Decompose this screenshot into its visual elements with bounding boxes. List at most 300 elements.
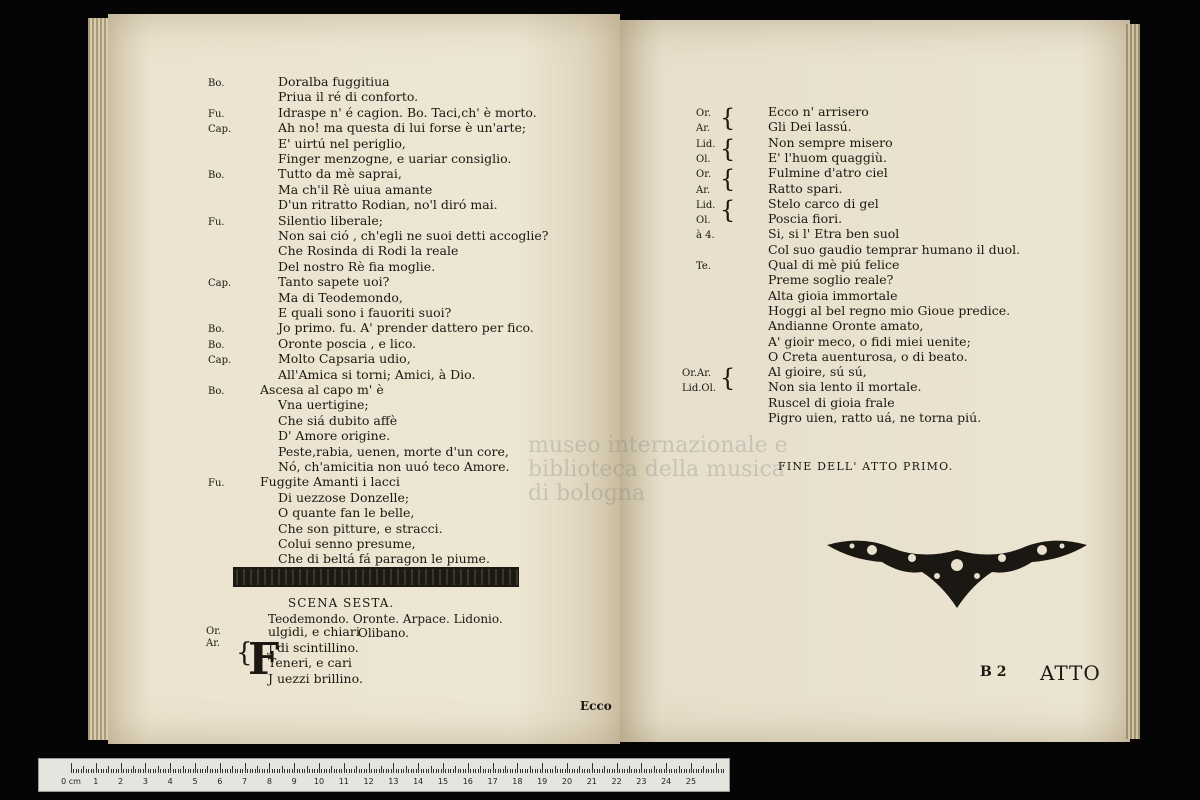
speaker-label: Or.	[206, 626, 222, 637]
ruler-tick	[344, 763, 345, 773]
ruler-tick	[205, 769, 206, 773]
ruler-tick	[515, 769, 516, 773]
ruler-tick	[503, 769, 504, 773]
ruler-number: 14	[413, 777, 424, 786]
verse-line: Che siá dubito affè	[278, 412, 398, 428]
ruler-tick	[463, 769, 464, 773]
verse-line: Alta gioia immortale	[768, 287, 898, 303]
ruler-tick	[193, 769, 194, 773]
speaker-label: Ar.	[696, 123, 711, 135]
ruler-tick	[693, 769, 694, 773]
ruler-tick	[148, 769, 149, 773]
song-brace: {	[236, 638, 253, 668]
ruler-tick	[569, 769, 570, 773]
verse-line: Andianne Oronte amato,	[768, 318, 924, 334]
ruler-tick	[264, 769, 265, 773]
ruler-tick	[269, 763, 270, 773]
ruler-tick	[686, 769, 687, 773]
ruler-tick	[478, 769, 479, 773]
signature-mark: B 2	[980, 664, 1007, 680]
ruler-tick	[106, 769, 107, 773]
ruler-tick	[292, 769, 293, 773]
ruler-tick	[689, 769, 690, 773]
ruler-tick	[510, 769, 511, 773]
ruler-tick	[421, 769, 422, 773]
ruler-tick	[262, 769, 263, 773]
ruler-tick	[133, 766, 134, 773]
ruler-tick	[413, 769, 414, 773]
ruler-tick	[274, 769, 275, 773]
ruler-tick	[101, 769, 102, 773]
ruler-tick	[443, 763, 444, 773]
ruler-tick	[346, 769, 347, 773]
ruler-tick	[512, 769, 513, 773]
ruler-tick	[582, 769, 583, 773]
ruler-tick	[555, 766, 556, 773]
ruler-tick	[126, 769, 127, 773]
speaker-label: Ol.	[696, 215, 711, 227]
ruler-tick	[200, 769, 201, 773]
ruler-tick	[227, 769, 228, 773]
verse-line: E' l'huom quaggiù.	[768, 149, 887, 165]
ruler-tick	[423, 769, 424, 773]
ruler-tick	[624, 769, 625, 773]
verse-line: D' Amore origine.	[278, 428, 391, 444]
ruler-tick	[473, 769, 474, 773]
ruler-tick	[354, 769, 355, 773]
ruler-tick	[480, 766, 481, 773]
ruler-tick	[535, 769, 536, 773]
verse-line: Col suo gaudio temprar humano il duol.	[768, 241, 1021, 257]
ruler-number: 20	[561, 777, 573, 786]
ruler-tick	[150, 769, 151, 773]
verse-line: E quali sono i fauoriti suoi?	[278, 305, 452, 320]
ruler-tick	[393, 763, 394, 773]
ruler-tick	[232, 766, 233, 773]
ruler-tick	[629, 766, 630, 773]
ruler-tick	[671, 769, 672, 773]
ruler-tick	[178, 769, 179, 773]
ruler-tick	[550, 769, 551, 773]
ruler-tick	[304, 769, 305, 773]
ruler-tick	[525, 769, 526, 773]
right-page	[620, 20, 1130, 742]
ruler-tick	[577, 769, 578, 773]
ruler-tick	[493, 763, 494, 773]
ruler-tick	[135, 769, 136, 773]
watermark-line: museo internazionale e	[528, 433, 788, 458]
verse-line: Non sai ció , ch'egli ne suoi detti accoglie?	[278, 228, 549, 243]
verse-line: ulgidi, e chiari	[268, 624, 360, 639]
ruler-number: 1	[93, 777, 99, 786]
verse-line: Che son pitture, e stracci.	[278, 520, 443, 536]
ruler-tick	[495, 769, 496, 773]
ruler-tick	[123, 769, 124, 773]
ruler-number: 13	[388, 777, 399, 786]
speaker-label: Lid.	[696, 199, 716, 211]
ruler-tick	[448, 769, 449, 773]
ruler-number: 3	[142, 777, 148, 786]
ornament-icon	[822, 530, 1092, 620]
ruler-tick	[188, 769, 189, 773]
ruler-number: 21	[586, 777, 597, 786]
ruler-tick	[388, 769, 389, 773]
speaker-brace: {	[720, 364, 736, 393]
ruler-tick	[426, 769, 427, 773]
speaker-label: Bo.	[208, 324, 225, 336]
verse-line: Pigro uien, ratto uá, ne torna piú.	[768, 410, 982, 425]
ruler-tick	[540, 769, 541, 773]
right-page-edges	[1126, 24, 1140, 739]
ruler-tick	[386, 769, 387, 773]
ruler-tick	[416, 769, 417, 773]
ruler-tick	[562, 769, 563, 773]
verse-line: Ecco n' arrisero	[768, 104, 869, 119]
ruler-tick	[597, 769, 598, 773]
ruler-tick	[609, 769, 610, 773]
ruler-tick	[309, 769, 310, 773]
ruler-tick	[445, 769, 446, 773]
ruler-tick	[180, 769, 181, 773]
ruler-number: 5	[192, 777, 198, 786]
speaker-label: Fu.	[208, 478, 225, 490]
speaker-label: Ar.	[696, 184, 711, 196]
ruler-tick	[312, 769, 313, 773]
speaker-brace: {	[720, 134, 736, 163]
ruler-tick	[245, 763, 246, 773]
ruler-tick	[202, 769, 203, 773]
ruler-tick	[644, 769, 645, 773]
ruler-number: 17	[487, 777, 498, 786]
ruler-tick	[143, 769, 144, 773]
ruler-tick	[78, 769, 79, 773]
ruler-tick	[398, 769, 399, 773]
ruler-tick	[520, 769, 521, 773]
ruler-tick	[450, 769, 451, 773]
ruler-tick	[336, 769, 337, 773]
ruler-tick	[121, 763, 122, 773]
verse-line: E' uirtú nel periglio,	[278, 135, 406, 151]
ruler-tick	[279, 769, 280, 773]
right-catchword: ATTO	[1040, 661, 1101, 685]
verse-line: Ma di Teodemondo,	[278, 289, 403, 305]
ruler-tick	[646, 769, 647, 773]
ruler-tick	[272, 769, 273, 773]
ruler-tick	[259, 769, 260, 773]
ruler-tick	[545, 769, 546, 773]
ruler-tick	[488, 769, 489, 773]
ruler-tick	[160, 769, 161, 773]
verse-line: Priua il ré di conforto.	[278, 89, 419, 105]
ruler-tick	[376, 769, 377, 773]
ruler-tick	[587, 769, 588, 773]
ruler-tick	[252, 769, 253, 773]
ruler-tick	[86, 769, 87, 773]
verse-line: A' gioir meco, o fidi miei uenite;	[768, 333, 971, 349]
ruler-tick	[155, 769, 156, 773]
verse-line: Vna uertigine;	[278, 397, 369, 413]
speaker-label: à 4.	[696, 230, 715, 242]
ruler-tick	[111, 769, 112, 773]
ruler-tick	[428, 769, 429, 773]
ruler-tick	[470, 769, 471, 773]
ruler-tick	[71, 763, 72, 773]
ruler-tick	[565, 769, 566, 773]
ruler-tick	[396, 769, 397, 773]
verse-line: Finger menzogne, e uariar consiglio.	[278, 151, 512, 166]
verse-line: Poscia fiori.	[768, 211, 843, 227]
verse-line: Di uezzose Donzelle;	[278, 489, 410, 505]
ruler-tick	[619, 769, 620, 773]
verse-line: Ruscel di gioia frale	[768, 394, 895, 410]
speaker-brace: {	[720, 165, 736, 194]
ruler-tick	[485, 769, 486, 773]
ruler-tick	[530, 766, 531, 773]
ruler-tick	[706, 769, 707, 773]
ruler-tick	[574, 769, 575, 773]
open-book	[88, 14, 1130, 744]
ruler-unit: 0 cm	[61, 777, 81, 786]
verse-line: Fulmine d'atro ciel	[768, 165, 888, 181]
verse-line: Tutto da mè saprai,	[278, 166, 402, 182]
ruler-tick	[567, 763, 568, 773]
ruler-tick	[81, 769, 82, 773]
ruler-tick	[527, 769, 528, 773]
ruler-tick	[517, 763, 518, 773]
ruler-number: 25	[685, 777, 697, 786]
verse-line: O Creta auenturosa, o di beato.	[768, 348, 968, 364]
ruler-tick	[289, 769, 290, 773]
ruler-tick	[391, 769, 392, 773]
ruler-tick	[468, 763, 469, 773]
ruler-tick	[557, 769, 558, 773]
ruler-tick	[317, 769, 318, 773]
ruler-tick	[639, 769, 640, 773]
ruler-tick	[170, 763, 171, 773]
ruler-tick	[607, 769, 608, 773]
ruler-tick	[532, 769, 533, 773]
verse-line: Molto Capsaria udio,	[278, 351, 411, 367]
ruler-tick	[592, 763, 593, 773]
speaker-label: Lid.Ol.	[682, 383, 716, 395]
verse-line: Idraspe n' é cagion. Bo. Taci,ch' è morto.	[278, 104, 537, 120]
ruler-tick	[185, 769, 186, 773]
ruler-tick	[698, 769, 699, 773]
ruler-tick	[321, 769, 322, 773]
speaker-label: Ar.	[206, 638, 221, 649]
ruler-tick	[217, 769, 218, 773]
ruler-tick	[631, 769, 632, 773]
ruler-tick	[108, 766, 109, 773]
ruler-tick	[654, 766, 655, 773]
ruler-tick	[379, 769, 380, 773]
ruler-tick	[128, 769, 129, 773]
ruler-tick	[589, 769, 590, 773]
ruler-tick	[708, 769, 709, 773]
ruler-tick	[83, 766, 84, 773]
verse-line: Ascesa al capo m' è	[260, 382, 384, 397]
ruler-tick	[267, 769, 268, 773]
ruler-tick	[96, 763, 97, 773]
verse-line: Tanto sapete uoi?	[278, 274, 390, 290]
speaker-label: Cap.	[208, 278, 232, 290]
ruler-number: 7	[242, 777, 248, 786]
speaker-label: Or.	[696, 169, 712, 181]
ornament-bar	[233, 567, 519, 587]
ruler-tick	[299, 769, 300, 773]
ruler-tick	[383, 769, 384, 773]
verse-line: Che Rosinda di Rodi la reale	[278, 243, 459, 259]
ruler-tick	[183, 766, 184, 773]
speaker-label: Or.	[696, 108, 712, 119]
ruler-tick	[401, 769, 402, 773]
ruler-tick	[507, 769, 508, 773]
ruler-tick	[627, 769, 628, 773]
ruler-tick	[636, 769, 637, 773]
scene-title: SCENA SESTA.	[288, 596, 395, 610]
speaker-label: Bo.	[208, 386, 225, 397]
ruler-tick	[411, 769, 412, 773]
ruler-number: 9	[291, 777, 297, 786]
ruler-tick	[594, 769, 595, 773]
ruler-tick	[721, 769, 722, 773]
ruler-number: 23	[636, 777, 647, 786]
ruler-tick	[498, 769, 499, 773]
speaker-brace: {	[720, 195, 736, 224]
ruler-tick	[277, 769, 278, 773]
ruler-tick	[118, 769, 119, 773]
ruler-tick	[242, 769, 243, 773]
ruler-number: 8	[266, 777, 272, 786]
ruler-number: 22	[611, 777, 622, 786]
ruler-tick	[351, 769, 352, 773]
ruler-tick	[153, 769, 154, 773]
ruler-number: 18	[512, 777, 523, 786]
ruler-tick	[602, 769, 603, 773]
ruler-tick	[681, 769, 682, 773]
ruler-tick	[659, 769, 660, 773]
speaker-label: Te.	[696, 261, 711, 272]
ruler-tick	[287, 769, 288, 773]
ruler-tick	[572, 769, 573, 773]
ruler-tick	[173, 769, 174, 773]
speaker-label: Or.Ar.	[682, 368, 712, 380]
verse-line: Colui senno presume,	[278, 536, 416, 551]
verse-line: Qual di mè piú felice	[768, 257, 900, 272]
ruler-tick	[145, 763, 146, 773]
ruler-tick	[666, 763, 667, 773]
ruler-tick	[584, 769, 585, 773]
ruler-tick	[88, 769, 89, 773]
ruler-number: 19	[537, 777, 548, 786]
ruler-tick	[475, 769, 476, 773]
ruler-number: 10	[313, 777, 325, 786]
ruler-tick	[537, 769, 538, 773]
ruler-tick	[158, 766, 159, 773]
ruler-tick	[282, 766, 283, 773]
ruler-tick	[381, 766, 382, 773]
ruler-number: 4	[167, 777, 173, 786]
ruler-tick	[369, 763, 370, 773]
ruler-tick	[674, 769, 675, 773]
verse-line: Teneri, e cari	[268, 655, 352, 670]
speaker-label: Lid.	[696, 138, 716, 150]
ruler-tick	[500, 769, 501, 773]
verse-line: Hoggi al bel regno mio Gioue predice.	[768, 302, 1011, 318]
ruler-number: 11	[338, 777, 349, 786]
ruler-tick	[222, 769, 223, 773]
ruler-tick	[329, 769, 330, 773]
ruler-tick	[349, 769, 350, 773]
ruler-tick	[696, 769, 697, 773]
ruler-tick	[247, 769, 248, 773]
ruler-tick	[364, 769, 365, 773]
ruler-tick	[73, 769, 74, 773]
ruler-tick	[302, 769, 303, 773]
measurement-ruler	[38, 758, 730, 792]
ruler-tick	[453, 769, 454, 773]
ruler-tick	[455, 766, 456, 773]
ruler-tick	[522, 769, 523, 773]
ruler-tick	[230, 769, 231, 773]
ruler-tick	[359, 769, 360, 773]
watermark-line: di bologna	[528, 481, 646, 506]
verse-line: Ratto spari.	[768, 180, 843, 196]
verse-line: D'un ritratto Rodian, no'l diró mai.	[278, 197, 498, 213]
verse-line: O quante fan le belle,	[278, 505, 415, 521]
ruler-tick	[433, 769, 434, 773]
ruler-tick	[651, 769, 652, 773]
ruler-tick	[374, 769, 375, 773]
ruler-tick	[240, 769, 241, 773]
speaker-label: Bo.	[208, 170, 225, 182]
ruler-tick	[713, 769, 714, 773]
ruler-tick	[458, 769, 459, 773]
ruler-tick	[617, 763, 618, 773]
ruler-number: 15	[437, 777, 449, 786]
ruler-tick	[307, 766, 308, 773]
ruler-tick	[679, 766, 680, 773]
verse-line: Preme soglio reale?	[768, 272, 894, 288]
ruler-tick	[612, 769, 613, 773]
ruler-tick	[103, 769, 104, 773]
ruler-tick	[197, 769, 198, 773]
ruler-tick	[361, 769, 362, 773]
ruler-tick	[220, 763, 221, 773]
ruler-tick	[460, 769, 461, 773]
verse-line: Si, si l' Etra ben suol	[768, 226, 900, 242]
ruler-tick	[284, 769, 285, 773]
ruler-tick	[418, 763, 419, 773]
ruler-tick	[438, 769, 439, 773]
ruler-tick	[723, 769, 724, 773]
ruler-tick	[614, 769, 615, 773]
ruler-number: 16	[462, 777, 473, 786]
verse-line: Stelo carco di gel	[768, 195, 879, 211]
ruler-tick	[542, 763, 543, 773]
ruler-tick	[250, 769, 251, 773]
ruler-tick	[341, 769, 342, 773]
ruler-tick	[215, 769, 216, 773]
ruler-tick	[131, 769, 132, 773]
ruler-number: 24	[661, 777, 672, 786]
ruler-tick	[441, 769, 442, 773]
ruler-tick	[547, 769, 548, 773]
watermark-line: biblioteca della musica	[528, 457, 785, 482]
ruler-tick	[168, 769, 169, 773]
ruler-tick	[490, 769, 491, 773]
verse-line: All'Amica si torni; Amici, à Dio.	[278, 366, 476, 382]
